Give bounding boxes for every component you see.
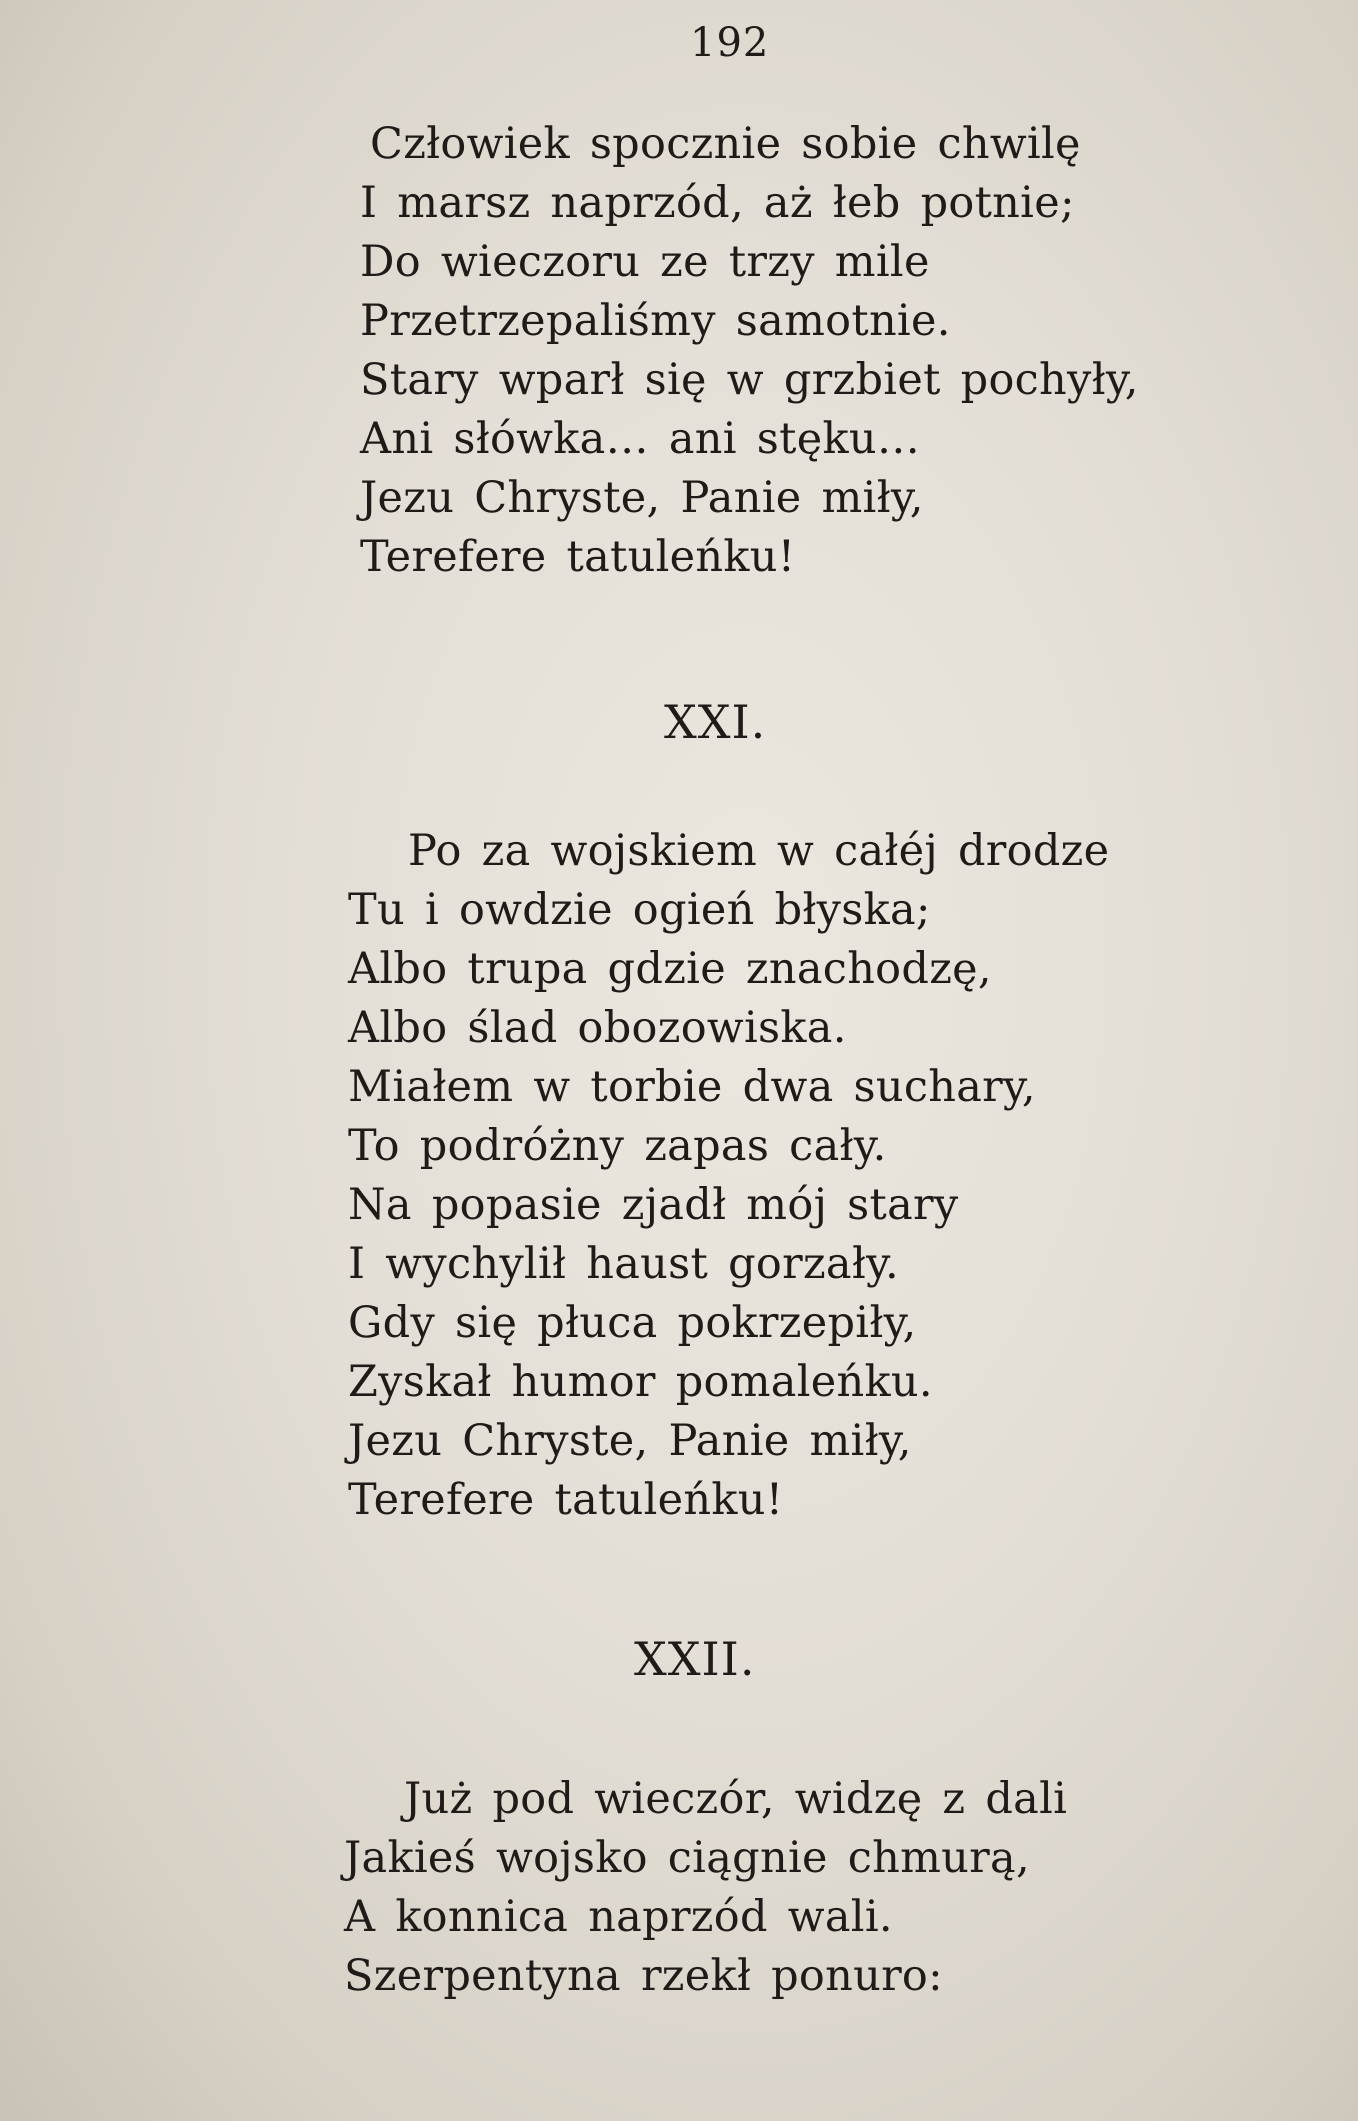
verse-line: Jezu Chryste, Panie miły,: [348, 1416, 912, 1466]
verse-line: Gdy się płuca pokrzepiły,: [348, 1298, 917, 1348]
verse-line: Miałem w torbie dwa suchary,: [348, 1062, 1036, 1112]
verse-line: Szerpentyna rzekł ponuro:: [344, 1951, 943, 2001]
verse-line: Terefere tatuleńku!: [348, 1475, 784, 1525]
stanza-1: [360, 115, 1139, 587]
verse-line: Albo trupa gdzie znachodzę,: [348, 944, 992, 994]
verse-line: To podróżny zapas cały.: [348, 1121, 887, 1171]
verse-line: Przetrzepaliśmy samotnie.: [360, 296, 951, 346]
verse-line: Ani słówka… ani stęku…: [360, 414, 921, 464]
stanza-2: [348, 822, 1109, 1530]
verse-line: I marsz naprzód, aż łeb potnie;: [360, 178, 1075, 228]
verse-line: Już pod wieczór, widzę z dali: [404, 1774, 1068, 1824]
verse-line: Jakieś wojsko ciągnie chmurą,: [344, 1833, 1030, 1883]
verse-line: Człowiek spocznie sobie chwilę: [370, 119, 1081, 169]
page-number: 192: [690, 20, 770, 66]
verse-line: Zyskał humor pomaleńku.: [348, 1357, 933, 1407]
verse-line: Terefere tatuleńku!: [360, 532, 796, 582]
section-heading-xxi: XXI.: [664, 695, 767, 749]
verse-line: Po za wojskiem w całéj drodze: [408, 826, 1110, 876]
verse-line: Do wieczoru ze trzy mile: [360, 237, 930, 287]
verse-line: Jezu Chryste, Panie miły,: [360, 473, 924, 523]
verse-line: Na popasie zjadł mój stary: [348, 1180, 959, 1230]
verse-line: Tu i owdzie ogień błyska;: [348, 885, 931, 935]
stanza-3: [344, 1770, 1067, 2006]
section-heading-xxii: XXII.: [634, 1632, 756, 1686]
verse-line: Albo ślad obozowiska.: [348, 1003, 847, 1053]
verse-line: I wychylił haust gorzały.: [348, 1239, 899, 1289]
verse-line: A konnica naprzód wali.: [344, 1892, 893, 1942]
verse-line: Stary wparł się w grzbiet pochyły,: [360, 355, 1139, 405]
